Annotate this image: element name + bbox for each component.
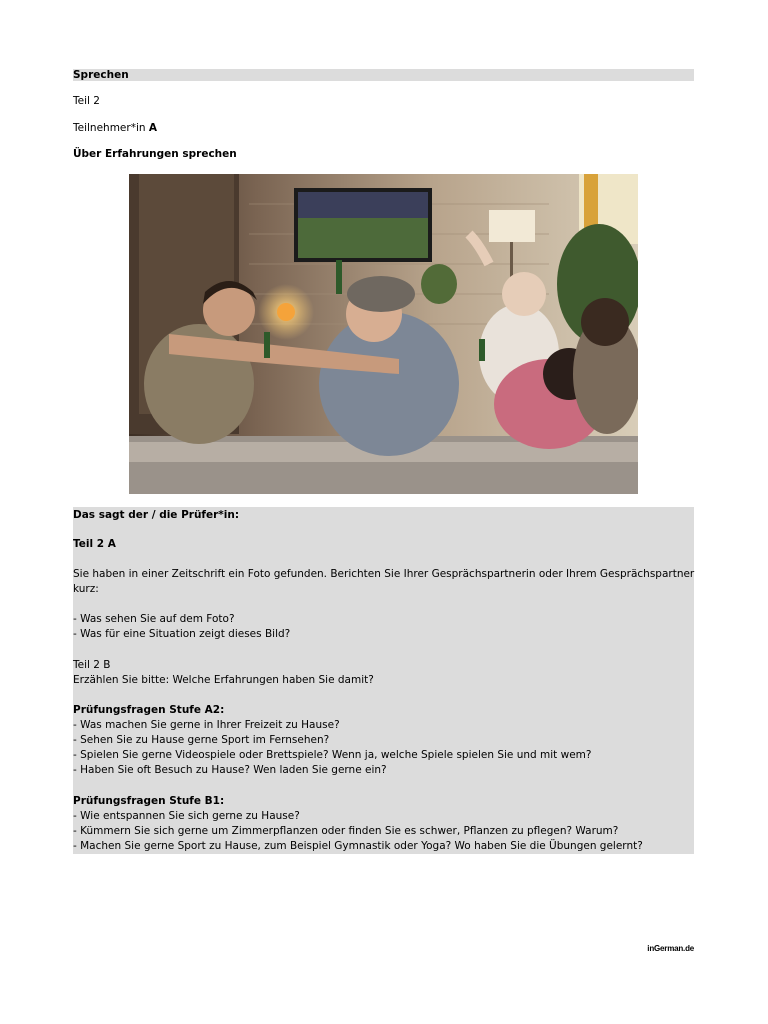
b1-question-2: - Kümmern Sie sich gerne um Zimmerpflanzen oder finden Sie es schwer, Pflanzen zu pflegen? Warum? <box>73 825 619 837</box>
b1-question-1: - Wie entspannen Sie sich gerne zu Hause? <box>73 810 300 822</box>
section-header <box>73 69 694 81</box>
participant-label <box>73 122 157 135</box>
part-a-title: Teil 2 A <box>73 538 116 550</box>
examiner-instructions-box <box>73 507 694 854</box>
a2-title: Prüfungsfragen Stufe A2: <box>73 704 225 716</box>
a2-question-4: - Haben Sie oft Besuch zu Hause? Wen laden Sie gerne ein? <box>73 764 387 776</box>
a2-question-3: - Spielen Sie gerne Videospiele oder Brettspiele? Wenn ja, welche Spiele spielen Sie und mit wem? <box>73 749 592 761</box>
a2-question-2: - Sehen Sie zu Hause gerne Sport im Fernsehen? <box>73 734 330 746</box>
section-title: Sprechen <box>73 69 129 81</box>
topic-title: Über Erfahrungen sprechen <box>73 148 237 160</box>
a2-question-1: - Was machen Sie gerne in Ihrer Freizeit zu Hause? <box>73 719 340 731</box>
examiner-heading: Das sagt der / die Prüfer*in: <box>73 509 240 521</box>
participant-prefix: Teilnehmer*in <box>73 122 149 134</box>
question-a-1: - Was sehen Sie auf dem Foto? <box>73 613 235 625</box>
intro-line-2: kurz: <box>73 583 99 595</box>
part-label: Teil 2 <box>73 95 100 107</box>
part-b-prompt: Erzählen Sie bitte: Welche Erfahrungen haben Sie damit? <box>73 674 374 686</box>
question-a-2: - Was für eine Situation zeigt dieses Bild? <box>73 628 291 640</box>
footer-brand: inGerman.de <box>647 944 694 953</box>
part-b-title: Teil 2 B <box>73 659 111 671</box>
b1-title: Prüfungsfragen Stufe B1: <box>73 795 225 807</box>
family-watching-sports-photo <box>129 174 638 494</box>
intro-line-1: Sie haben in einer Zeitschrift ein Foto gefunden. Berichten Sie Ihrer Gesprächspartnerin oder Ihrem Gesprächspartner <box>73 568 695 580</box>
photo-illustration <box>129 174 638 494</box>
b1-question-3: - Machen Sie gerne Sport zu Hause, zum Beispiel Gymnastik oder Yoga? Wo haben Sie die Übungen gelernt? <box>73 840 643 852</box>
participant-letter: A <box>148 122 157 134</box>
